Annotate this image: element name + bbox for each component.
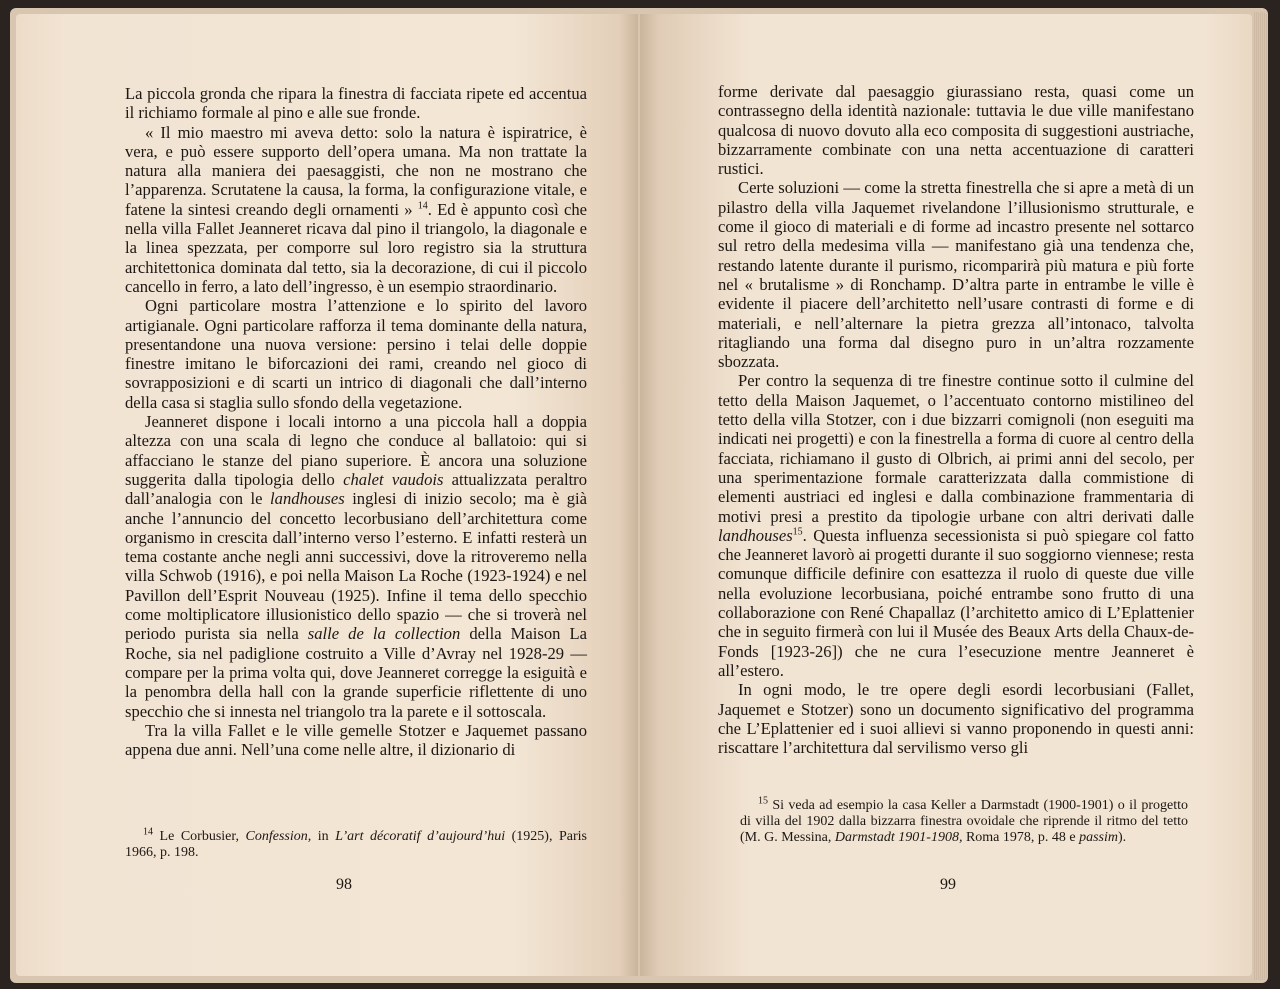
text-run: . Questa influenza secessionista si può spiegare col fatto che Jeanneret lavorò ai progetti durante il suo soggiorno viennese; resta comunque difficile definire con esattezza il ruolo di queste due ville nella evoluzione lecorbusiana, poiché entrambe sono frutto di una collaborazione con René Chapallaz (l’architetto amico di L’Eplattenier che in seguito firmerà con lui il Musée des Beaux Arts della Chaux-de-Fonds [1923-26]) che ne cura l’esecuzione mentre Jeanneret è all’estero. <box>718 525 1194 680</box>
right-page-body <box>718 82 1194 757</box>
footnote-text <box>740 795 1188 846</box>
text-run: della Maison La Roche, sia nel padiglione costruito a Ville d’Avray nel 1928-29 — compare per la prima volta qui, dove Jeanneret corregge la esiguità e la penombra della hall con la grande superficie riflettente di uno specchio che si innesta nel triangolo tra la parete e il sottoscala. <box>125 624 587 721</box>
text-run: in <box>311 829 336 844</box>
footnote-ref: 15 <box>792 526 803 538</box>
paragraph: La piccola gronda che ripara la finestra di facciata ripete ed accentua il richiamo formale al pino e alle sue fronde. <box>125 84 587 123</box>
paragraph: Ogni particolare mostra l’attenzione e lo spirito del lavoro artigianale. Ogni particolare rafforza il tema dominante della natura, presentandone una nuova versione: persino i telai delle doppie finestre imitano le biforcazioni dei rami, creando nel gioco di sovrapposizioni e di scarti un intrico di diagonali che dall’interno della casa si staglia sullo sfondo della vegetazione. <box>125 296 587 412</box>
paragraph: Certe soluzioni — come la stretta finestrella che si apre a metà di un pilastro della villa Jaquemet rivelandone l’illusionismo strutturale, e come il gioco di materiali e di forme ad incastro presente nel sottarco sul retro della medesima villa — manifestano già una tendenza che, restando latente durante il purismo, ricomparirà più matura e più forte nel « brutalisme » di Ronchamp. D’altra parte in entrambe le ville è evidente il piacere dell’architetto nell’usare contrasti di forme e di materiali, e nell’alternare la pietra grezza all’intonaco, talvolta ritagliando una forma dal disegno puro in un’altra rozzamente sbozzata. <box>718 178 1194 372</box>
italic-term: Darmstadt 1901-1908, <box>834 830 963 845</box>
text-run: inglesi di inizio secolo; ma è già anche l’annuncio del concetto lecorbusiano dell’architettura come organismo in crescita dall’interno verso l’esterno. E infatti resterà un tema costante anche negli anni successivi, dove la ritroveremo nella villa Schwob (1916), e poi nella Maison La Roche (1923-1924) e nel Pavillon dell’Esprit Nouveau (1925). Infine il tema dello specchio come moltiplicatore illusionistico dello spazio — che si troverà nel periodo purista sia nella <box>125 489 587 644</box>
footnote-text <box>125 826 587 861</box>
footnote-ref: 14 <box>417 200 428 212</box>
footnote-number: 15 <box>758 795 768 807</box>
text-run: Si veda ad esempio la casa Keller a Darmstadt (1900-1901) o il progetto di villa del 1902 dalla bizzarra finestra ovoidale che riprende il ritmo del tetto (M. G. Messina, <box>740 798 1188 845</box>
open-book <box>10 8 1268 983</box>
footnote <box>740 795 1188 846</box>
paragraph <box>125 123 587 297</box>
text-run: Jeanneret dispone i locali intorno a una piccola hall a doppia altezza con una scala di legno che conduce al ballatoio: qui si affacciano le stanze del piano superiore. È ancora una soluzione suggerita dalla tipologia dello <box>125 412 587 489</box>
quote-text: « Il mio maestro mi aveva detto: solo la natura è ispiratrice, è vera, e può essere supporto dell’opera umana. Ma non trattate la natura alla maniera dei paesaggisti, che non ne mostrano che l’apparenza. Scrutatene la causa, la forma, la configurazione vitale, e fatene la sintesi creando degli ornamenti » <box>125 122 587 219</box>
paragraph-tail: . Ed è appunto così che nella villa Fallet Jeanneret ricava dal pino il triangolo, la diagonale e la linea spezzata, per comporre sul loro registro sia la struttura architettonica dominata dal tetto, sia la decorazione, di cui il piccolo cancello in ferro, a lato dell’ingresso, è un esempio straordinario. <box>125 199 587 296</box>
left-page <box>16 14 638 976</box>
text-run: Le Corbusier, <box>153 829 246 844</box>
italic-term: chalet vaudois <box>343 469 444 489</box>
text-run: Per contro la sequenza di tre finestre continue sotto il culmine del tetto della Maison Jaquemet, o l’accentuato contorno mistilineo del tetto della villa Stotzer, con i due bizzarri comignoli (non eseguiti ma indicati nei progetti) e con la finestrella a forma di cuore al centro della facciata, richiamano il gusto di Olbrich, ai primi anni del secolo, per una sperimentazione formale caratterizzata dalla commistione di elementi austriaci ed inglesi e dalla combinazione frammentaria di motivi presi a prestito da tipologie urbane con altri derivati dalle <box>718 371 1194 526</box>
page-number: 99 <box>940 876 956 893</box>
text-run: ). <box>1118 830 1127 845</box>
paragraph <box>718 371 1194 680</box>
italic-term: landhouses <box>718 525 793 545</box>
italic-term: salle de la collection <box>307 624 461 644</box>
paragraph: forme derivate dal paesaggio giurassiano resta, quasi come un contrassegno della identità nazionale: tuttavia le due ville manifestano qualcosa di nuovo dovuto alla eco composita di suggestioni austriache, bizzarramente combinate con una netta accentuazione di caratteri rustici. <box>718 82 1194 179</box>
paragraph: In ogni modo, le tre opere degli esordi lecorbusiani (Fallet, Jaquemet e Stotzer) sono un documento significativo del programma che L’Eplattenier ed i suoi allievi si vanno proponendo in questi anni: riscattare l’architettura dal servilismo verso gli <box>718 680 1194 758</box>
italic-term: landhouses <box>270 489 345 509</box>
text-run: attualizzata peraltro dall’analogia con le <box>125 469 587 509</box>
italic-term: Confession, <box>245 829 312 844</box>
italic-term: passim <box>1079 830 1119 845</box>
left-page-body <box>125 84 587 759</box>
italic-term: L’art décoratif d’aujourd’hui <box>335 829 506 844</box>
text-run: (1925), Paris 1966, p. 198. <box>125 829 587 860</box>
paragraph: Tra la villa Fallet e le ville gemelle Stotzer e Jaquemet passano appena due anni. Nell’una come nelle altre, il dizionario di <box>125 720 587 760</box>
text-run: Roma 1978, p. 48 e <box>962 830 1080 845</box>
page-edges <box>1254 12 1268 980</box>
paragraph <box>125 412 587 721</box>
footnote-number: 14 <box>143 826 153 838</box>
footnote <box>125 826 587 861</box>
right-page <box>640 14 1252 976</box>
page-number: 98 <box>336 876 352 893</box>
